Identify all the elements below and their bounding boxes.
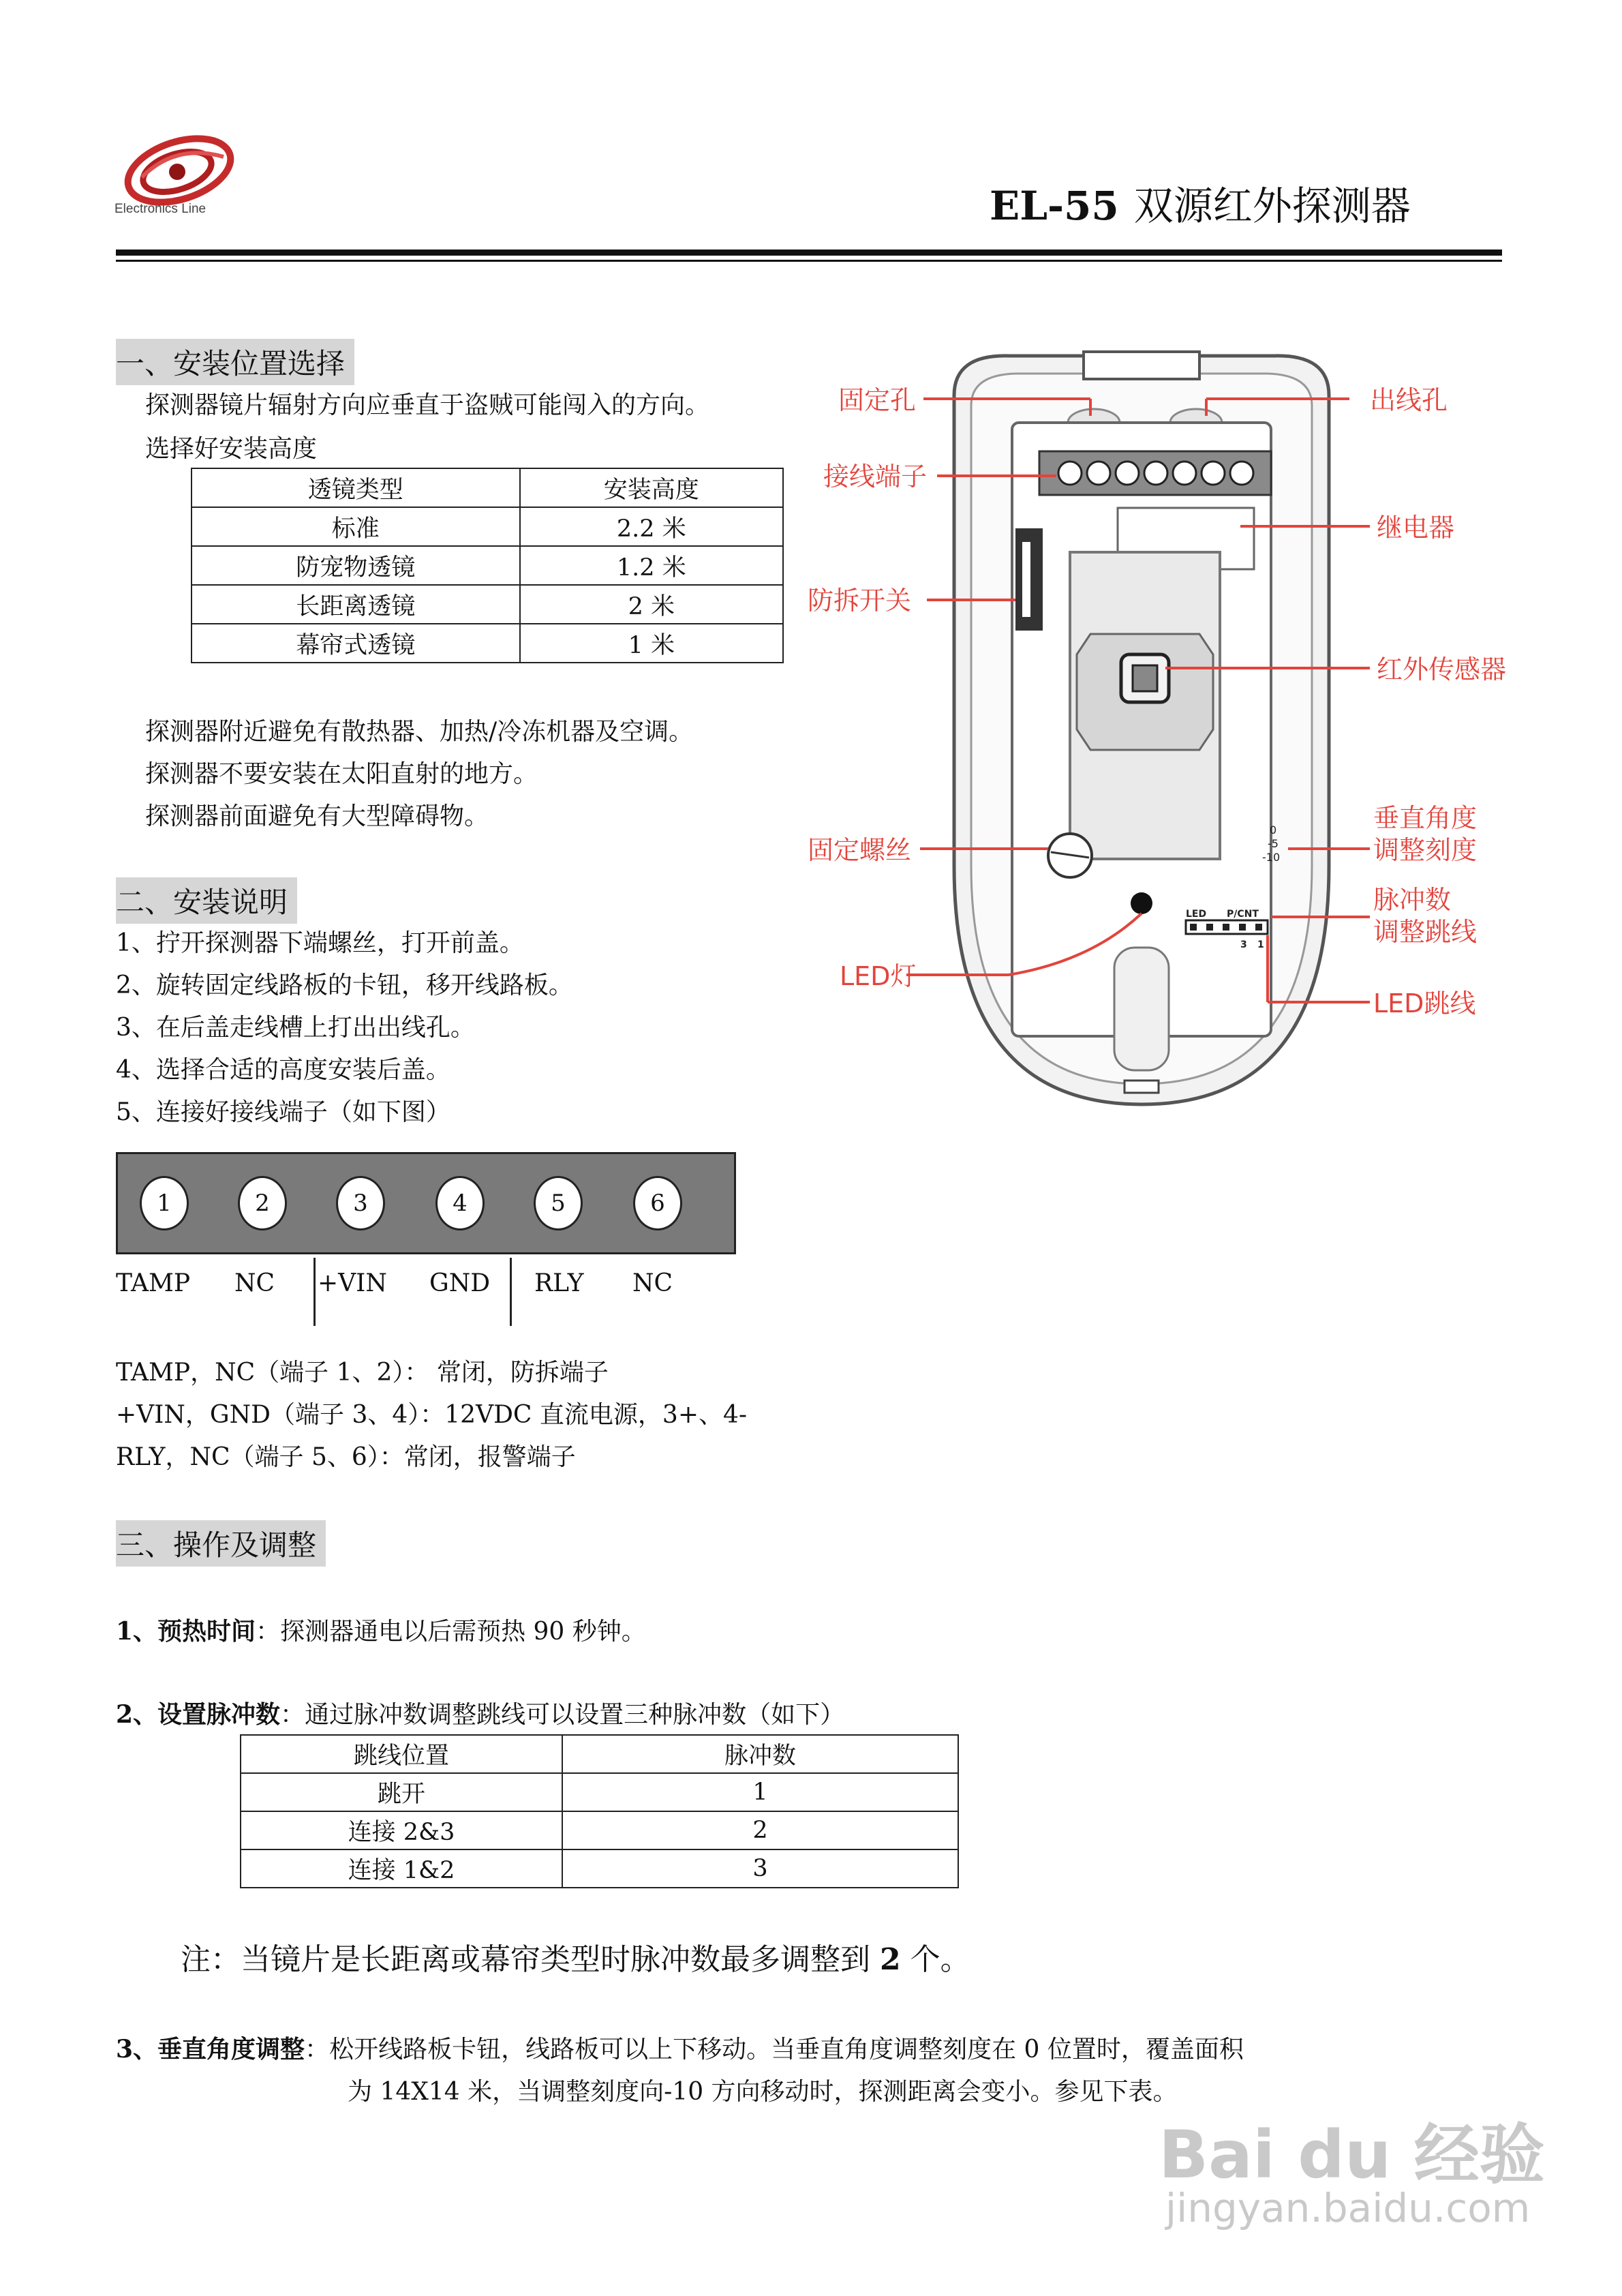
terminal-6: 6: [633, 1176, 682, 1230]
top-notch: [1084, 352, 1199, 379]
pulse-count: 1: [562, 1773, 958, 1811]
label-fix-screw: 固定螺丝: [808, 835, 912, 865]
brand-name: Electronics Line: [114, 202, 206, 216]
jumper-position: 跳开: [241, 1773, 562, 1811]
install-height: 2.2 米: [520, 507, 783, 546]
lower-slot: [1114, 948, 1169, 1070]
terminal-4: 4: [435, 1176, 485, 1230]
header-rule-thin: [116, 260, 1502, 262]
jumper-mark-one: 1: [1257, 939, 1264, 950]
item-text: ：通过脉冲数调整跳线可以设置三种脉冲数（如下）: [280, 1701, 845, 1729]
terminal-1: 1: [140, 1176, 189, 1230]
terminal-label: GND: [429, 1269, 491, 1297]
label-tamper-switch: 防拆开关: [808, 586, 912, 616]
led-shape: [1131, 892, 1152, 914]
note-count: 2: [879, 1942, 901, 1977]
header-rule-thick: [116, 250, 1502, 256]
pulse-count-table: [240, 1734, 959, 1888]
table-row: [192, 546, 783, 585]
terminal-desc-2: +VIN，GND（端子 3、4）：12VDC 直流电源，3+、4-: [116, 1401, 748, 1429]
lens-height-table: [191, 468, 784, 663]
install-height: 1 米: [520, 624, 783, 663]
table-row: [241, 1773, 958, 1811]
page-title: [990, 174, 1411, 231]
terminal-divider: [313, 1258, 316, 1326]
operation-item-3-cont: 为 14X14 米，当调整刻度向-10 方向移动时，探测距离会变小。参见下表。: [348, 2078, 1178, 2106]
table-row: [241, 1849, 958, 1888]
lens-type: 防宠物透镜: [192, 546, 520, 585]
label-terminal-block: 接线端子: [823, 462, 928, 492]
section1-intro-2: 选择好安装高度: [145, 435, 318, 463]
item-text: ：松开线路板卡钮，线路板可以上下移动。当垂直角度调整刻度在 0 位置时，覆盖面积: [305, 2036, 1244, 2064]
label-relay: 继电器: [1377, 513, 1455, 543]
label-vertical-angle-2: 调整刻度: [1373, 835, 1478, 865]
pulse-note: [181, 1935, 970, 1978]
label-pulse-jumper-2: 调整跳线: [1373, 917, 1478, 947]
table-row: [192, 585, 783, 624]
terminal-label: TAMP: [116, 1269, 191, 1297]
pulse-count: 2: [562, 1811, 958, 1849]
install-step-3: 3、在后盖走线槽上打出出线孔。: [116, 1014, 475, 1042]
lens-type: 标准: [192, 507, 520, 546]
section3-heading: 三、操作及调整: [116, 1520, 326, 1567]
section1-note-3: 探测器前面避免有大型障碍物。: [145, 802, 489, 830]
terminal-5: 5: [534, 1176, 583, 1230]
label-fix-hole: 固定孔: [838, 385, 917, 415]
terminal-3: 3: [336, 1176, 385, 1230]
note-suffix: 个。: [900, 1942, 970, 1977]
terminal-label: NC: [234, 1269, 275, 1297]
baidu-watermark: Bai du 经验: [1159, 2117, 1545, 2193]
terminal-desc-3: RLY，NC（端子 5、6）：常闭，报警端子: [116, 1443, 576, 1471]
note-prefix: 注：当镜片是长距离或幕帘类型时脉冲数最多调整到: [181, 1942, 880, 1977]
jumper-mark-pcnt: P/CNT: [1227, 909, 1259, 920]
table-header: 脉冲数: [562, 1735, 958, 1773]
jumper-mark-three: 3: [1240, 939, 1247, 950]
label-outlet-hole: 出线孔: [1370, 385, 1448, 415]
label-led-jumper: LED跳线: [1373, 988, 1476, 1018]
table-header: 透镜类型: [192, 468, 520, 507]
item-label: 3、垂直角度调整: [116, 2035, 305, 2064]
table-header-row: [192, 468, 783, 507]
item-text: ：探测器通电以后需预热 90 秒钟。: [256, 1618, 646, 1646]
terminal-divider: [510, 1258, 512, 1326]
table-row: [241, 1811, 958, 1849]
install-height: 1.2 米: [520, 546, 783, 585]
lens-type: 长距离透镜: [192, 585, 520, 624]
table-header-row: [241, 1735, 958, 1773]
baidu-watermark-url: jingyan.baidu.com: [1165, 2185, 1531, 2231]
scale-mark: -5: [1268, 837, 1279, 850]
terminal-label: RLY: [534, 1269, 584, 1297]
section1-intro-1: 探测器镜片辐射方向应垂直于盗贼可能闯入的方向。: [145, 391, 710, 419]
product-title: 双源红外探测器: [1133, 183, 1411, 229]
install-step-2: 2、旋转固定线路板的卡钮，移开线路板。: [116, 971, 573, 999]
section1-note-2: 探测器不要安装在太阳直射的地方。: [145, 760, 538, 788]
terminal-strip: [116, 1152, 736, 1254]
table-header: 跳线位置: [241, 1735, 562, 1773]
section1-heading: 一、安装位置选择: [116, 339, 354, 385]
terminal-label: NC: [632, 1269, 673, 1297]
install-step-1: 1、拧开探测器下端螺丝，打开前盖。: [116, 929, 524, 957]
table-row: [192, 624, 783, 663]
section2-heading: 二、安装说明: [116, 877, 297, 924]
install-height: 2 米: [520, 585, 783, 624]
scale-mark: -10: [1262, 851, 1281, 864]
detector-diagram: [804, 348, 1533, 1118]
operation-item-3: [116, 2030, 1244, 2065]
jumper-position: 连接 1&2: [241, 1849, 562, 1888]
terminal-2: 2: [238, 1176, 287, 1230]
pulse-count: 3: [562, 1849, 958, 1888]
label-ir-sensor: 红外传感器: [1377, 654, 1507, 684]
terminal-desc-1: TAMP，NC（端子 1、2）： 常闭，防拆端子: [116, 1359, 609, 1387]
lens-type: 幕帘式透镜: [192, 624, 520, 663]
label-vertical-angle-1: 垂直角度: [1373, 803, 1478, 833]
jumper-mark-led: LED: [1186, 909, 1207, 920]
label-led-light: LED灯: [840, 961, 917, 991]
model-number: EL-55: [990, 183, 1119, 229]
operation-item-2: [116, 1695, 844, 1730]
scale-mark: 0: [1270, 824, 1277, 836]
label-pulse-jumper-1: 脉冲数: [1373, 885, 1452, 915]
operation-item-1: [116, 1612, 646, 1647]
jumper-position: 连接 2&3: [241, 1811, 562, 1849]
item-label: 1、预热时间: [116, 1617, 256, 1646]
terminal-label: +VIN: [318, 1269, 387, 1297]
table-row: [192, 507, 783, 546]
install-step-5: 5、连接好接线端子（如下图）: [116, 1098, 450, 1126]
install-step-4: 4、选择合适的高度安装后盖。: [116, 1056, 450, 1084]
item-label: 2、设置脉冲数: [116, 1700, 281, 1729]
section1-note-1: 探测器附近避免有散热器、加热/冷冻机器及空调。: [145, 718, 694, 746]
table-header: 安装高度: [520, 468, 783, 507]
